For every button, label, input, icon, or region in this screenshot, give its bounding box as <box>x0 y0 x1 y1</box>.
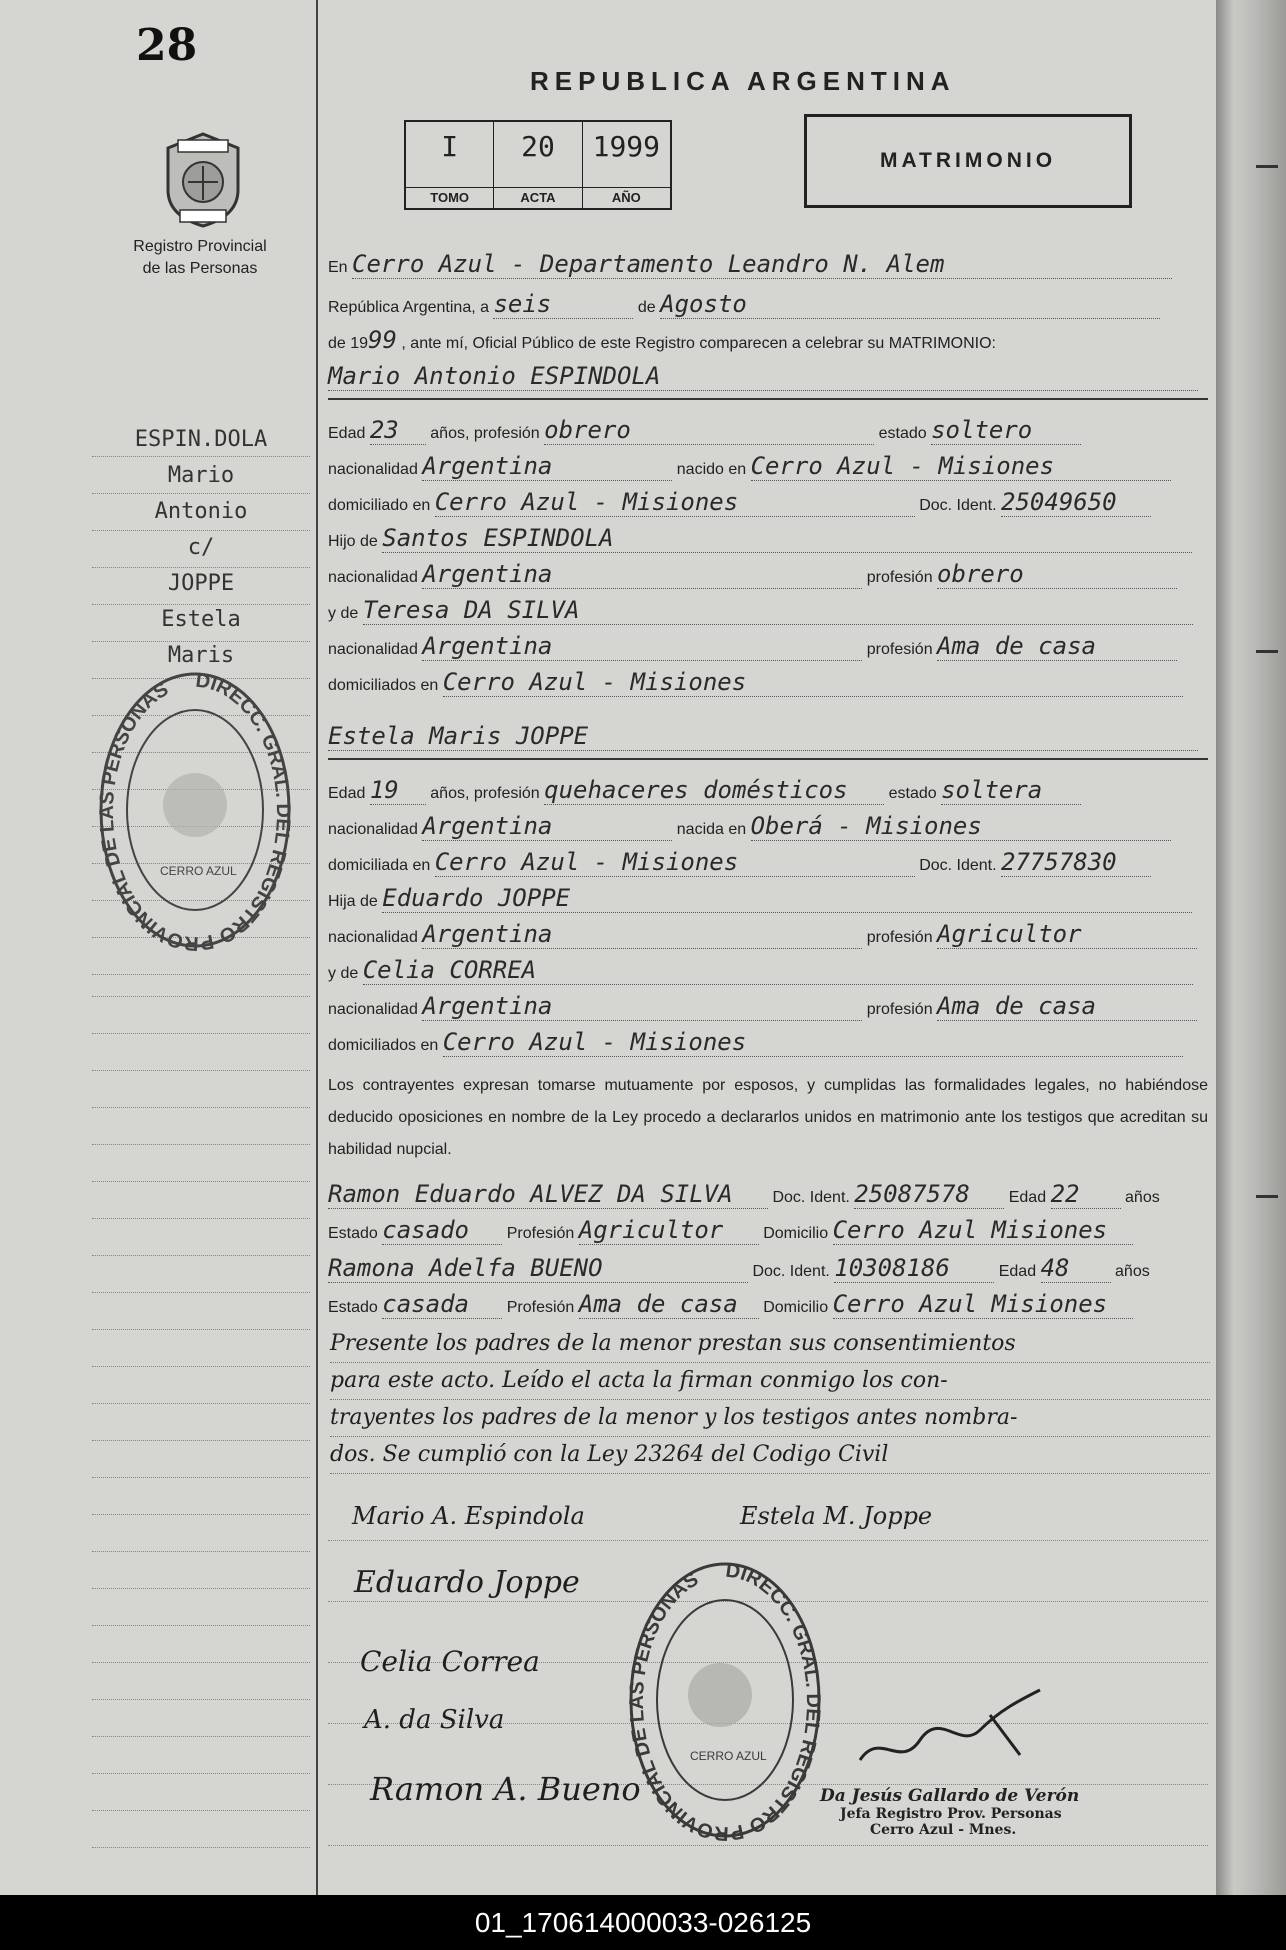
witness-2-name-row: Ramona Adelfa BUENO Doc. Ident. 10308186 Edad 48 años <box>328 1254 1150 1282</box>
svg-text:DIRECC. GRAL. DEL REGISTRO PRO: DIRECC. GRAL. DEL REGISTRO PROVINCIAL DE LAS PERSONAS <box>95 669 294 955</box>
bride-father-nat-row: nacionalidad Argentina profesión Agricultor <box>328 920 1197 949</box>
groom-father-nat-row: nacionalidad Argentina profesión obrero <box>328 560 1177 589</box>
margin-annotation: ESPIN.DOLA Mario Antonio c/ JOPPE Estela Maris <box>134 427 268 668</box>
bride-mother-nat-row: nacionalidad Argentina profesión Ama de casa <box>328 992 1197 1021</box>
svg-text:CERRO AZUL: CERRO AZUL <box>160 864 237 878</box>
groom-father-row: Hijo de Santos ESPINDOLA <box>328 524 1192 553</box>
official-stamp-text: Da Jesús Gallardo de Verón Jefa Registro Prov. Personas Cerro Azul - Mnes. <box>820 1786 1080 1838</box>
bride-name-row <box>328 722 1198 751</box>
groom-domicile-row: domiciliado en Cerro Azul - Misiones Doc. Ident. 25049650 <box>328 488 1151 517</box>
handwritten-notes: Presente los padres de la menor prestan sus consentimientos para este acto. Leído el acta la firman conmigo los con- trayentes los padres de la menor y los testigos antes nombra- dos. Se cumplió con la Ley 23264 del Codigo Civil <box>330 1326 1210 1474</box>
day-value: seis <box>493 290 633 319</box>
ano-cell: 1999 AÑO <box>583 122 670 208</box>
tomo-cell: I TOMO <box>406 122 494 208</box>
registry-seal-margin <box>90 665 300 955</box>
official-signature-scribble <box>850 1660 1080 1780</box>
month-value: Agosto <box>660 290 1160 319</box>
document-title: REPUBLICA ARGENTINA <box>530 66 956 96</box>
groom-name: Mario Antonio ESPINDOLA <box>328 362 1198 391</box>
signature-groom: Mario A. Espindola <box>352 1502 585 1530</box>
margin-ruled-lines-lower <box>92 960 310 1848</box>
groom-name-row <box>328 362 1198 391</box>
signature-witness-2: Ramon A. Bueno <box>370 1770 641 1808</box>
groom-age-row: Edad 23 años, profesión obrero estado soltero <box>328 416 1081 445</box>
intro-place-row: En Cerro Azul - Departamento Leandro N. Alem <box>328 250 1172 279</box>
signature-bride-father: Eduardo Joppe <box>354 1565 580 1600</box>
book-binding <box>1216 0 1286 1895</box>
bride-age-row: Edad 19 años, profesión quehaceres domésticos estado soltera <box>328 776 1081 805</box>
margin-divider <box>316 0 318 1895</box>
bride-mother-row: y de Celia CORREA <box>328 956 1193 985</box>
acta-cell: 20 ACTA <box>494 122 582 208</box>
bride-domicile-row: domiciliada en Cerro Azul - Misiones Doc. Ident. 27757830 <box>328 848 1151 877</box>
provincial-crest-icon <box>158 130 248 230</box>
signature-bride-mother: Celia Correa <box>360 1645 540 1678</box>
groom-mother-row: y de Teresa DA SILVA <box>328 596 1193 625</box>
registry-seal-bottom <box>620 1555 830 1845</box>
year-value: 99 <box>368 326 397 354</box>
witness-2-details-row: Estado casada Profesión Ama de casa Domicilio Cerro Azul Misiones <box>328 1290 1133 1319</box>
svg-text:CERRO AZUL: CERRO AZUL <box>690 1749 767 1763</box>
bride-father-row: Hija de Eduardo JOPPE <box>328 884 1192 913</box>
witness-1-name-row: Ramon Eduardo ALVEZ DA SILVA Doc. Ident. 25087578 Edad 22 años <box>328 1180 1160 1208</box>
record-type-box: MATRIMONIO <box>804 114 1132 208</box>
declaration-paragraph: Los contrayentes expresan tomarse mutuamente por esposos, y cumplidas las formalidades legales, no habiéndose deducido oposiciones en nombre de la Ley procedo a declararlos unidos en matrimonio ante los testigos que acreditan su habilidad nupcial. <box>328 1077 1208 1158</box>
bride-name: Estela Maris JOPPE <box>328 722 1198 751</box>
bride-parents-domicile-row: domiciliados en Cerro Azul - Misiones <box>328 1028 1183 1057</box>
groom-mother-nat-row: nacionalidad Argentina profesión Ama de casa <box>328 632 1177 661</box>
signature-witness-1: A. da Silva <box>364 1705 505 1735</box>
intro-year-row: de 1999 , ante mí, Oficial Público de este Registro comparecen a celebrar su MATRIMONIO: <box>328 326 996 354</box>
page-number: 28 <box>136 20 198 71</box>
svg-text:DIRECC. GRAL. DEL REGISTRO PRO: DIRECC. GRAL. DEL REGISTRO PROVINCIAL DE LAS PERSONAS <box>625 1559 824 1845</box>
registry-label: Registro Provincial de las Personas <box>133 238 267 277</box>
groom-nationality-row: nacionalidad Argentina nacido en Cerro Azul - Misiones <box>328 452 1171 481</box>
signature-bride: Estela M. Joppe <box>740 1502 933 1530</box>
witness-1-details-row: Estado casado Profesión Agricultor Domicilio Cerro Azul Misiones <box>328 1216 1133 1245</box>
footer-document-id: 01_170614000033-026125 <box>0 1895 1286 1950</box>
place-value: Cerro Azul - Departamento Leandro N. Alem <box>352 250 1172 279</box>
intro-date-row: República Argentina, a seis de Agosto <box>328 290 1160 319</box>
groom-parents-domicile-row: domiciliados en Cerro Azul - Misiones <box>328 668 1183 697</box>
bride-nationality-row: nacionalidad Argentina nacida en Oberá - Misiones <box>328 812 1171 841</box>
record-number-box <box>404 120 672 210</box>
